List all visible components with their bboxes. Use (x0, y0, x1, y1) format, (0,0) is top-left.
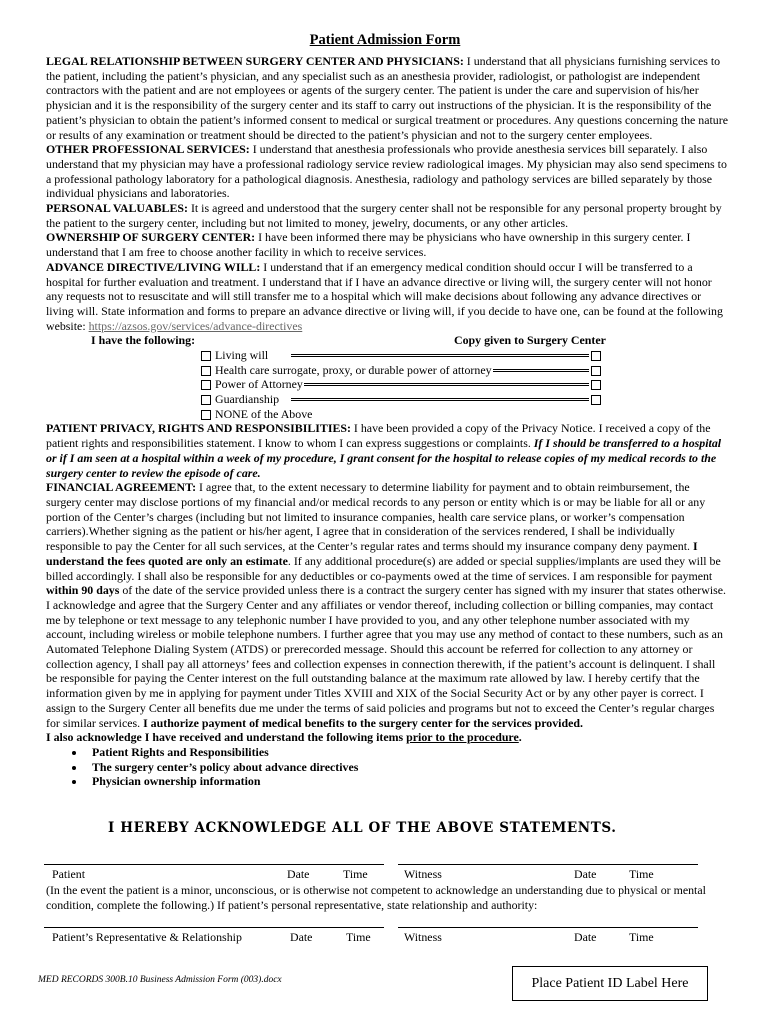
witness-time-label: Time (629, 867, 654, 881)
option-label: Health care surrogate, proxy, or durable power of attorney (215, 362, 492, 377)
acknowledge-intro-end: . (518, 730, 522, 745)
financial-text-3: of the date of the service provided unless there is a contract the surgery center has signed with my insurer that states otherwise. I acknowledge and agree that the Surgery Center and any affiliates or vendor thereof, including collection or billing companies, may contact me by telephone or text message to any telephonic number I have provided to you, and any other telephone number associated with my account, including wireless or mobile telephone numbers. I further agree that you may use any method of contact to these numbers, such as an Automated Telephone Dialing System (ATDS) or prerecorded message. Should this account be referred for collection to any attorney or collection agency, I shall pay all attorneys’ fees and collection expenses in connection therewith, if the patient’s account is delinquent. I shall be responsible for paying the Center interest on the full outstanding balance at the maximum rate allowed by law. I hereby certify that the information given by me in applying for payment under Titles XVIII and XIX of the Social Security Act or by any other payer is correct. I assign to the Surgery Center all benefits due me under the terms of said policies and programs but not to exceed the Center’s regular charges for similar services. (46, 583, 727, 730)
legal-heading: LEGAL RELATIONSHIP BETWEEN SURGERY CENTER AND PHYSICIANS: (46, 54, 464, 68)
option-label: Guardianship (215, 392, 280, 407)
form-body (46, 54, 728, 789)
option-label: NONE of the Above (215, 406, 313, 421)
option-surrogate (201, 363, 601, 378)
financial-bold-3: I authorize payment of medical benefits to the surgery center for the services provided. (143, 715, 583, 730)
option-none (201, 407, 601, 422)
privacy-text: I have been provided a copy of the Privacy Notice. I received a copy of the patient rights and responsibilities statement. I know to whom I can express suggestions or complaints. (46, 421, 711, 451)
option-power-of-attorney (201, 377, 601, 392)
option-label: Living will (215, 348, 269, 363)
privacy-consent-text: If I should be transferred to a hospital or if I am seen at a hospital within a week of my procedure, I grant consent for the hospital to release copies of my medical records to the surgery center to review the episode of care. (46, 436, 722, 480)
witness-signature-line[interactable] (398, 864, 698, 865)
option-label: Power of Attorney (215, 377, 303, 392)
patient-label: Patient (52, 867, 86, 881)
guardianship-copy-checkbox[interactable] (591, 395, 601, 405)
rep-time-label: Time (346, 930, 371, 944)
privacy-heading: PATIENT PRIVACY, RIGHTS AND RESPONSIBILITIES: (46, 421, 351, 436)
representative-label: Patient’s Representative & Relationship (52, 930, 242, 944)
list-item: • Physician ownership information (86, 774, 728, 789)
living-will-checkbox[interactable] (201, 351, 211, 361)
privacy-section (46, 421, 728, 480)
minor-note: (In the event the patient is a minor, unconscious, or is otherwise not competent to acknowledge an understanding due to physical or mental condition, complete the following.) If patient’s personal representative, state relationship and authority: (46, 883, 706, 912)
advance-section (46, 260, 728, 334)
acknowledge-banner: I HEREBY ACKNOWLEDGE ALL OF THE ABOVE STATEMENTS. (108, 820, 617, 836)
leader-line (291, 398, 589, 401)
date-label: Date (287, 867, 310, 881)
ownership-text: I have been informed there may be physicians who have ownership in this surgery center. I understand that I am free to choose another facility in which to receive services. (46, 230, 691, 260)
financial-section (46, 480, 728, 730)
option-living-will (201, 348, 601, 363)
other-services-section (46, 142, 728, 201)
form-title: Patient Admission Form (309, 32, 461, 48)
witness2-label: Witness (404, 930, 442, 944)
financial-heading: FINANCIAL AGREEMENT: (46, 480, 197, 495)
representative-signature-line[interactable] (44, 927, 384, 928)
valuables-heading: PERSONAL VALUABLES: (46, 201, 188, 216)
advance-heading: ADVANCE DIRECTIVE/LIVING WILL: (46, 259, 261, 274)
other-services-heading: OTHER PROFESSIONAL SERVICES: (46, 142, 250, 157)
legal-section (46, 54, 728, 142)
leader-line (291, 383, 589, 386)
financial-bold-1: I understand the fees quoted are only an estimate (46, 539, 698, 568)
witness-date-label: Date (574, 867, 597, 881)
patient-signature-line[interactable] (44, 864, 384, 865)
financial-bold-2: within 90 days (46, 583, 120, 598)
acknowledge-intro (46, 730, 728, 745)
guardianship-checkbox[interactable] (201, 395, 211, 405)
witness2-signature-line[interactable] (398, 927, 698, 928)
financial-text-1: I agree that, to the extent necessary to determine liability for payment and to obtain reimbursement, the surgery center may disclose portions of my financial and/or medical records to any person or entity which is or may be liable for all or any portion of the Center’s charges (including but not limited to insurance companies, health care service plans, or worker’s compensation carriers).Whether signing as the patient or his/her agent, I agree that in consideration of the services rendered, I shall be individually responsible to pay the Center for all such services, at the Center’s regular rates and terms should my insurance company deny payment. (46, 480, 706, 554)
none-checkbox[interactable] (201, 410, 211, 420)
list-item: • The surgery center’s policy about advance directives (86, 760, 728, 775)
valuables-text: It is agreed and understood that the surgery center shall not be responsible for any personal property brought by the patient to the surgery center, including but not limited to money, jewelry, documents, or any other articles. (46, 201, 722, 230)
patient-id-label-box: Place Patient ID Label Here (512, 966, 708, 1001)
acknowledge-intro-underlined: prior to the procedure (406, 730, 519, 745)
ownership-heading: OWNERSHIP OF SURGERY CENTER: (46, 230, 256, 245)
witness2-date-label: Date (574, 930, 597, 944)
living-will-copy-checkbox[interactable] (591, 351, 601, 361)
legal-text: I understand that all physicians furnishing services to the patient, including the patient’s physician, and any specialist such as an anesthesia provider, radiologist, or pathologist are independent contractors with the patient and are not employees or agents of the surgery center. The patient is under the care and supervision of his/her physician and it is the responsibility of the surgery center and its staff to carry out instructions of the physician. It is the responsibility of the patient’s physician to obtain the patient’s informed consent to medical or surgical treatment or procedures. Any questions concerning the nature or results of any examination or treatment should be directed to the patient’s physician and not to the surgery center employees. (46, 54, 728, 142)
witness2-time-label: Time (629, 930, 654, 944)
witness-label: Witness (404, 867, 442, 881)
rep-date-label: Date (290, 930, 313, 944)
document-footer: MED RECORDS 300B.10 Business Admission Form (003).docx (38, 975, 282, 985)
surrogate-copy-checkbox[interactable] (591, 366, 601, 376)
list-item: • Patient Rights and Responsibilities (86, 745, 728, 760)
power-of-attorney-copy-checkbox[interactable] (591, 380, 601, 390)
other-services-text: I understand that anesthesia professionals who provide anesthesia services bill separately. I also understand that my physician may have a professional radiology service review radiological images. My physician may also send specimens to a professional pathology laboratory for a pathological diagnosis. Anesthesia, radiology and pathology services are billed separately by those individual physicians and laboratories. (46, 142, 727, 201)
ownership-section (46, 230, 728, 259)
surrogate-checkbox[interactable] (201, 366, 211, 376)
time-label: Time (343, 867, 368, 881)
leader-line (291, 354, 589, 357)
valuables-section (46, 201, 728, 230)
advance-text: I understand that if an emergency medical condition should occur I will be transferred to a hospital for further evaluation and treatment. I understand that if I have an advance directive or living will, the surgery center will not honor any requests not to resuscitate and will still transfer me to a hospital which will make decisions about following any advance directives or living will. State information and forms to prepare an advance directive or living will, if you decide to have one, can be found at the following website: (46, 259, 723, 333)
power-of-attorney-checkbox[interactable] (201, 380, 211, 390)
option-guardianship (201, 392, 601, 407)
advance-directives-link[interactable]: https://azsos.gov/services/advance-directives (88, 318, 303, 333)
advance-options-header (46, 333, 728, 348)
have-following-label: I have the following: (91, 333, 196, 348)
copy-given-label: Copy given to Surgery Center (454, 333, 606, 348)
acknowledge-intro-text: I also acknowledge I have received and understand the following items (46, 730, 407, 745)
financial-text-2: . If any additional procedure(s) are added or special supplies/implants are used they will be billed accordingly. I shall also be responsible for any deductibles or co-payments owed at the time of services. I am responsible for payment (46, 553, 721, 583)
acknowledge-list (46, 745, 728, 789)
